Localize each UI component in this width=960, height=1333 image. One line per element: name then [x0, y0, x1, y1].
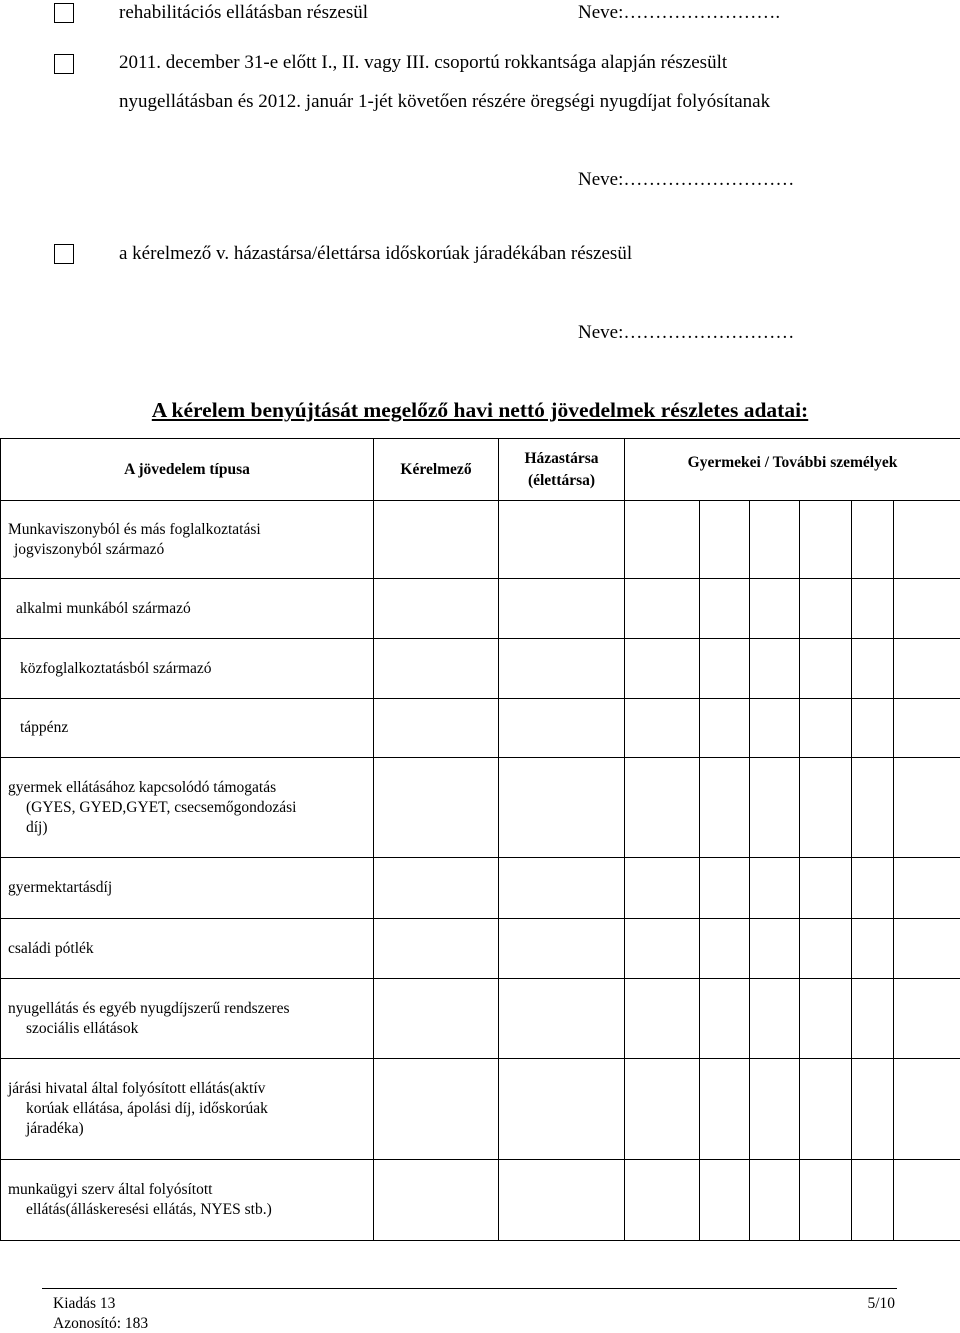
row-label: járási hivatal által folyósított ellátás(aktív korúak ellátása, ápolási díj, időskorúak járadéka) [1, 1059, 374, 1160]
footer-page-number: 5/10 [867, 1295, 895, 1312]
footer-identifier: Azonosító: 183 [53, 1315, 149, 1332]
option-disability-pension-line2: nyugellátásban és 2012. január 1-jét követően részére öregségi nyugdíjat folyósítanak [119, 91, 771, 112]
table-row [1, 579, 960, 639]
table-row [1, 979, 960, 1059]
cell-spouse[interactable] [499, 639, 625, 699]
row-label: alkalmi munkából származó [1, 579, 374, 639]
row-label: gyermek ellátásához kapcsolódó támogatás (GYES, GYED,GYET, csecsemőgondozási díj) [1, 758, 374, 858]
row-label: közfoglalkoztatásból származó [1, 639, 374, 699]
cell-child[interactable] [852, 1160, 894, 1241]
cell-child[interactable] [800, 1059, 852, 1160]
cell-child[interactable] [852, 699, 894, 758]
option-disability-pension-line1: 2011. december 31-e előtt I., II. vagy III. csoportú rokkantsága alapján részesült [119, 52, 728, 73]
cell-spouse[interactable] [499, 758, 625, 858]
cell-child[interactable] [852, 501, 894, 579]
cell-child[interactable] [800, 919, 852, 979]
cell-child[interactable] [800, 1160, 852, 1241]
table-row [1, 1160, 960, 1241]
cell-child[interactable] [750, 758, 800, 858]
income-table [0, 438, 960, 1241]
cell-child[interactable] [625, 501, 700, 579]
cell-applicant[interactable] [374, 501, 499, 579]
table-row [1, 699, 960, 758]
cell-child[interactable] [625, 699, 700, 758]
cell-child[interactable] [852, 858, 894, 919]
cell-child[interactable] [750, 858, 800, 919]
cell-child[interactable] [894, 501, 960, 579]
cell-child[interactable] [800, 699, 852, 758]
cell-child[interactable] [894, 979, 960, 1059]
cell-spouse[interactable] [499, 979, 625, 1059]
table-row [1, 758, 960, 858]
row-label: nyugellátás és egyéb nyugdíjszerű rendszeres szociális ellátások [1, 979, 374, 1059]
footer-divider [42, 1288, 897, 1289]
cell-child[interactable] [625, 1160, 700, 1241]
table-header-row [1, 439, 960, 501]
cell-child[interactable] [894, 639, 960, 699]
cell-child[interactable] [750, 501, 800, 579]
cell-spouse[interactable] [499, 1059, 625, 1160]
header-children: Gyermekei / További személyek [625, 439, 960, 501]
cell-child[interactable] [894, 758, 960, 858]
table-row [1, 501, 960, 579]
row-label: gyermektartásdíj [1, 858, 374, 919]
cell-child[interactable] [750, 639, 800, 699]
cell-child[interactable] [852, 579, 894, 639]
cell-child[interactable] [852, 758, 894, 858]
cell-child[interactable] [700, 639, 750, 699]
cell-child[interactable] [750, 979, 800, 1059]
cell-child[interactable] [894, 579, 960, 639]
cell-applicant[interactable] [374, 758, 499, 858]
cell-child[interactable] [700, 919, 750, 979]
cell-spouse[interactable] [499, 699, 625, 758]
cell-applicant[interactable] [374, 919, 499, 979]
section-title: A kérelem benyújtását megelőző havi nettó jövedelmek részletes adatai: [151, 398, 809, 422]
cell-child[interactable] [894, 1059, 960, 1160]
cell-applicant[interactable] [374, 858, 499, 919]
table-row [1, 639, 960, 699]
cell-child[interactable] [625, 858, 700, 919]
checkbox-disability-pension[interactable] [54, 54, 74, 74]
cell-child[interactable] [852, 1059, 894, 1160]
checkbox-rehabilitation[interactable] [54, 3, 74, 23]
cell-child[interactable] [700, 758, 750, 858]
cell-child[interactable] [700, 1059, 750, 1160]
option-elderly-allowance-name-field[interactable]: Neve:……………………… [578, 322, 795, 343]
cell-spouse[interactable] [499, 1160, 625, 1241]
table-row [1, 858, 960, 919]
table-row [1, 919, 960, 979]
cell-spouse[interactable] [499, 579, 625, 639]
option-disability-pension-name-field[interactable]: Neve:……………………… [578, 169, 795, 190]
header-income-type: A jövedelem típusa [1, 439, 374, 501]
cell-child[interactable] [894, 699, 960, 758]
footer-edition: Kiadás 13 [53, 1295, 116, 1312]
cell-spouse[interactable] [499, 858, 625, 919]
cell-child[interactable] [800, 979, 852, 1059]
option-elderly-allowance-label: a kérelmező v. házastársa/élettársa időskorúak járadékában részesül [119, 243, 633, 264]
row-label: családi pótlék [1, 919, 374, 979]
cell-child[interactable] [750, 579, 800, 639]
cell-child[interactable] [750, 1160, 800, 1241]
cell-child[interactable] [800, 579, 852, 639]
cell-spouse[interactable] [499, 919, 625, 979]
header-applicant: Kérelmező [374, 439, 499, 501]
table-row [1, 1059, 960, 1160]
cell-child[interactable] [852, 979, 894, 1059]
cell-child[interactable] [852, 919, 894, 979]
cell-child[interactable] [800, 501, 852, 579]
cell-child[interactable] [700, 699, 750, 758]
cell-child[interactable] [750, 699, 800, 758]
cell-applicant[interactable] [374, 639, 499, 699]
cell-applicant[interactable] [374, 979, 499, 1059]
cell-applicant[interactable] [374, 1160, 499, 1241]
cell-child[interactable] [700, 858, 750, 919]
option-rehabilitation-name-field[interactable]: Neve:……………………. [578, 2, 781, 23]
cell-child[interactable] [800, 858, 852, 919]
option-rehabilitation-label: rehabilitációs ellátásban részesül [119, 2, 369, 23]
cell-child[interactable] [625, 1059, 700, 1160]
cell-child[interactable] [625, 639, 700, 699]
cell-applicant[interactable] [374, 699, 499, 758]
cell-child[interactable] [700, 1160, 750, 1241]
cell-child[interactable] [625, 979, 700, 1059]
header-spouse: Házastársa (élettársa) [499, 439, 625, 501]
row-label: táppénz [1, 699, 374, 758]
cell-spouse[interactable] [499, 501, 625, 579]
row-label: Munkaviszonyból és más foglalkoztatási jogviszonyból származó [1, 501, 374, 579]
checkbox-elderly-allowance[interactable] [54, 244, 74, 264]
cell-child[interactable] [625, 579, 700, 639]
cell-child[interactable] [750, 1059, 800, 1160]
cell-child[interactable] [700, 501, 750, 579]
cell-child[interactable] [894, 858, 960, 919]
cell-child[interactable] [800, 639, 852, 699]
cell-child[interactable] [894, 1160, 960, 1241]
cell-applicant[interactable] [374, 1059, 499, 1160]
cell-child[interactable] [700, 579, 750, 639]
row-label: munkaügyi szerv által folyósított ellátás(álláskeresési ellátás, NYES stb.) [1, 1160, 374, 1241]
cell-child[interactable] [800, 758, 852, 858]
cell-child[interactable] [700, 979, 750, 1059]
cell-child[interactable] [625, 758, 700, 858]
cell-child[interactable] [625, 919, 700, 979]
cell-child[interactable] [750, 919, 800, 979]
cell-child[interactable] [894, 919, 960, 979]
cell-applicant[interactable] [374, 579, 499, 639]
cell-child[interactable] [852, 639, 894, 699]
